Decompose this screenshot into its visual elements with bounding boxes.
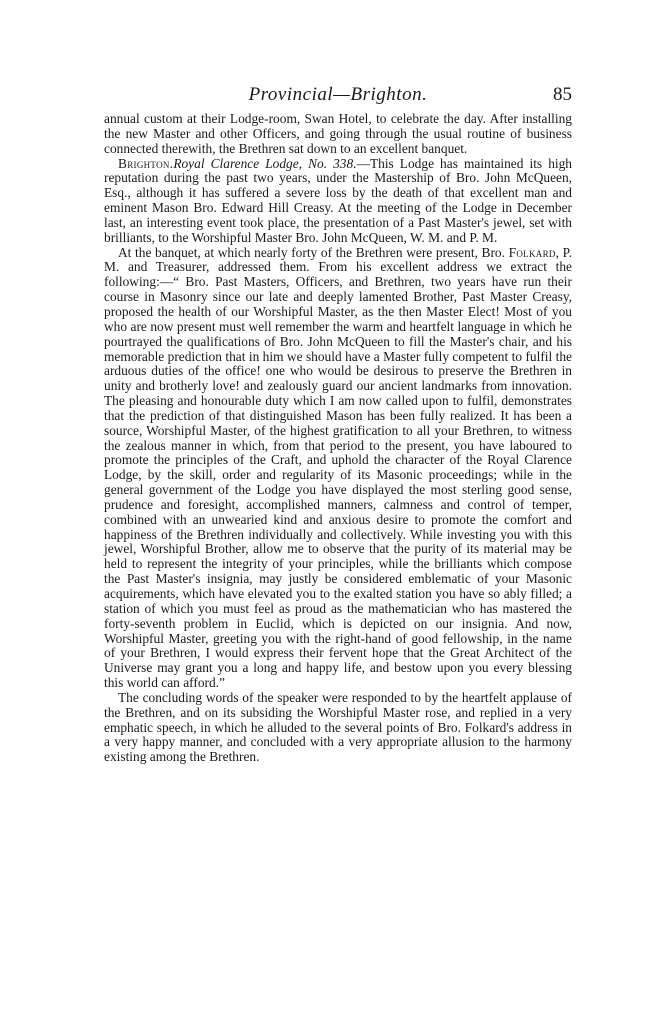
paragraph-continuation (104, 112, 572, 157)
article-body (104, 112, 572, 765)
paragraph-text: The concluding words of the speaker were responded to by the heartfelt applause of the Brethren, and on its subsiding the Worshipful Master rose, and replied in a very emphatic speech, in which he alluded to the several points of Bro. Folkard's address in a very happy manner, and concluded with a very appropriate allusion to the harmony existing among the Brethren. (104, 689, 572, 765)
speaker-name: Folkard (508, 244, 556, 260)
paragraph-banquet-address (104, 246, 572, 691)
lodge-heading: Royal Clarence Lodge, No. 338. (173, 155, 357, 171)
paragraph-conclusion (104, 691, 572, 765)
paragraph-text: —This Lodge has maintained its high reputation during the past two years, under the Mastership of Bro. John McQueen, Esq., although it has suffered a severe loss by the death of that excellent man and eminent Mason Bro. Edward Hill Creasy. At the meeting of the Lodge in December last, an interesting event took place, the presentation of a Past Master's jewel, set with brilliants, to the Worshipful Master Bro. John McQueen, W. M. and P. M. (104, 155, 572, 245)
paragraph-text: annual custom at their Lodge-room, Swan Hotel, to celebrate the day. After installing the new Master and other Officers, and going through the usual routine of business connected therewith, the Brethren sat down to an excellent banquet. (104, 111, 572, 156)
running-title: Provincial—Brighton. (248, 84, 428, 105)
place-heading: Brighton. (118, 155, 174, 171)
page-header (104, 84, 572, 110)
page-number: 85 (553, 84, 572, 105)
paragraph-brighton (104, 157, 572, 246)
paragraph-text: , P. M. and Treasurer, addressed them. From his excellent address we extract the following:—“ Bro. Past Masters, Officers, and Brethren, two years have run their course in Masonry since our late and deeply lamented Brother, Past Master Creasy, proposed the health of our Worshipful Master, as the then Master Elect! Most of you who are now present must well remember the warm and heartfelt language in which he pourtrayed the qualifications of Bro. John McQueen to fill the Master's chair, and his memorable prediction that in him we should have a Master fully competent to fulfil the arduous duties of the office! one who would be desirous to preserve the Brethren in unity and brotherly love! and zealously guard our ancient landmarks from innovation. The pleasing and honourable duty which I am now called upon to fulfil, demonstrates that the prediction of that distinguished Mason has been fully realized. It has been a source, Worshipful Master, of the highest gratification to all your Brethren, to witness the zealous manner in which, from that period to the present, you have laboured to promote the principles of the Craft, and uphold the character of the Royal Clarence Lodge, by the skill, order and regularity of its Masonic proceedings; while in the general government of the Lodge you have displayed the most sterling good sense, prudence and foresight, accomplished manners, calmness and control of temper, combined with an unwearied kind and anxious desire to promote the comfort and happiness of the Brethren individually and collectively. While investing you with this jewel, Worshipful Brother, allow me to observe that the purity of its material may be held to represent the integrity of your principles, while the brilliants which compose the Past Master's insignia, may justly be considered emblematic of your Masonic acquirements, which have elevated you to the exalted station you have so ably filled; a station of which you must feel as proud as the mathematician who has mastered the forty-seventh problem in Euclid, which is depicted on our insignia. And now, Worshipful Master, greeting you with the right-hand of good fellowship, in the name of your Brethren, I would express their fervent hope that the Great Architect of the Universe may grant you a long and happy life, and bestow upon you every blessing this world can afford.” (104, 244, 572, 691)
paragraph-text-before: At the banquet, at which nearly forty of the Brethren were present, Bro. (118, 244, 509, 260)
page (104, 84, 572, 765)
